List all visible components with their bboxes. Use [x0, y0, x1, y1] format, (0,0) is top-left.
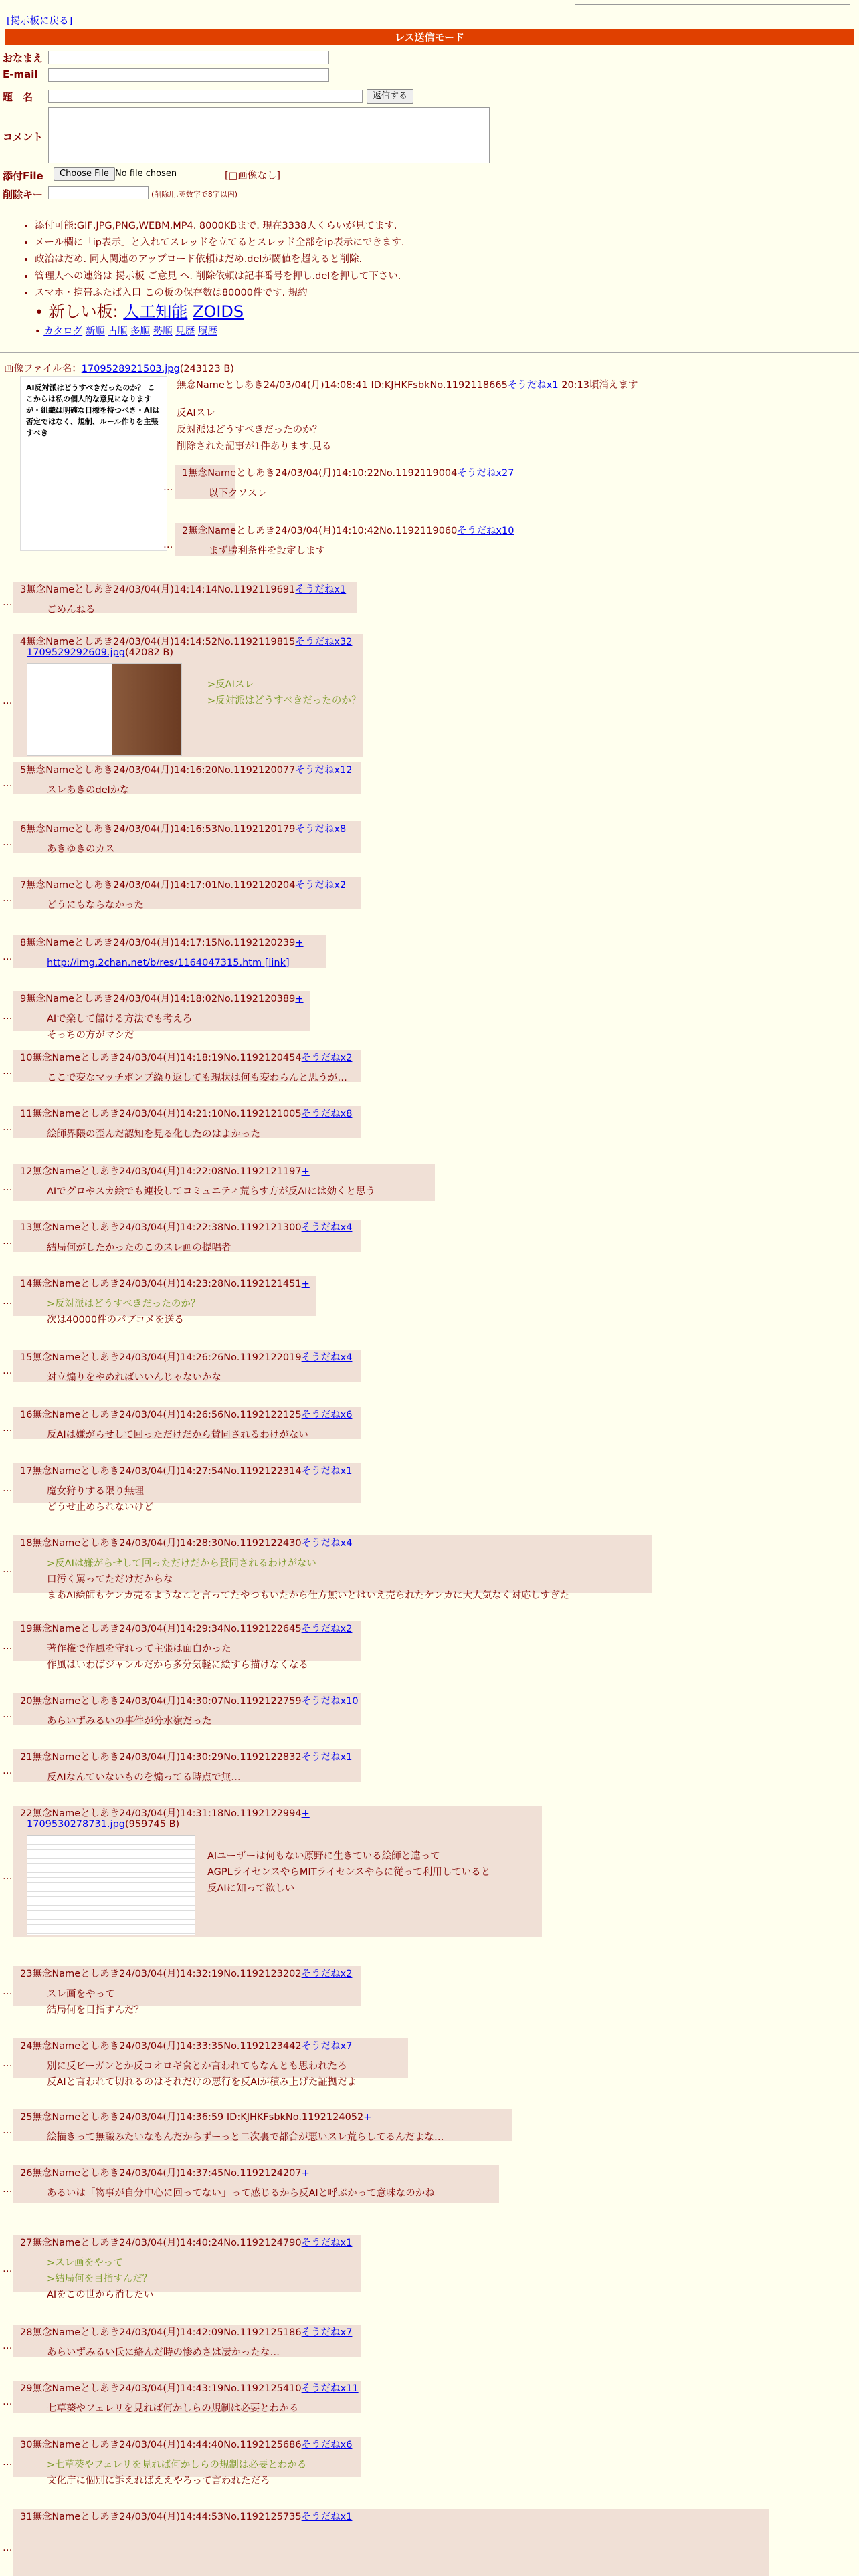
sodane-button[interactable]: そうだねx2 [301, 1624, 353, 1634]
reply-marker: … [3, 2125, 13, 2136]
reply-post [3, 877, 361, 911]
reply-line: 口汚く罵ってただけだからな [47, 1574, 173, 1585]
reply-post [3, 2165, 499, 2203]
reply-line: そっちの方がマシだ [47, 1030, 134, 1041]
rule-item: • 添付可能:GIF,JPG,PNG,WEBM,MP4. 8000KBまで. 現在3338人くらいが見てます. [35, 218, 405, 235]
sodane-button[interactable]: そうだねx12 [295, 765, 353, 776]
comment-label: コメント [3, 131, 43, 143]
reply-body [47, 1070, 347, 1086]
submit-button[interactable]: 返信する [367, 89, 413, 104]
reply-header: 5無念Nameとしあき24/03/04(月)14:16:20No.1192120077そうだねx12 [20, 765, 353, 776]
sodane-button[interactable]: そうだねx4 [301, 1352, 353, 1363]
reply-marker: … [163, 482, 173, 493]
reply-post [3, 1407, 361, 1440]
sodane-button[interactable]: + [301, 1279, 310, 1289]
reply-post [3, 2325, 361, 2358]
reply-header: 2無念Nameとしあき24/03/04(月)14:10:42No.1192119060そうだねx10 [182, 526, 514, 536]
sodane-button[interactable]: そうだねx1 [301, 2512, 353, 2523]
reply-marker: … [3, 2397, 13, 2407]
email-field[interactable] [48, 68, 329, 82]
reply-header: 22無念Nameとしあき24/03/04(月)14:31:18No.1192122994+ [20, 1808, 310, 1819]
view-history-link[interactable]: 見歴 [175, 326, 195, 337]
reply-body [47, 782, 130, 798]
reply-line: あきゆきのカス [47, 844, 115, 855]
reply-header: 4無念Nameとしあき24/03/04(月)14:14:52No.1192119815そうだねx32 [20, 637, 353, 647]
reply-marker: … [3, 1765, 13, 1776]
reply-marker: … [3, 2543, 13, 2553]
reply-mode-bar: レス送信モード [5, 29, 854, 45]
reply-post [3, 1621, 361, 1671]
reply-header: 9無念Nameとしあき24/03/04(月)14:18:02No.1192120389+ [20, 994, 304, 1004]
reply-line: 反AIなんていないものを煽ってる時点で無… [47, 1772, 241, 1783]
sodane-button[interactable]: そうだねx8 [301, 1109, 353, 1119]
reply-marker: … [3, 2184, 13, 2195]
reply-header: 17無念Nameとしあき24/03/04(月)14:27:54No.1192122314そうだねx1 [20, 1466, 353, 1477]
reply-body [47, 1555, 569, 1604]
reply-line: 結局何を目指すんだ？ [47, 2005, 144, 2016]
reply-file-link[interactable]: 1709529292609.jpg [27, 647, 125, 658]
reply-post [3, 2038, 408, 2088]
reply-marker: … [3, 837, 13, 848]
reply-post [3, 2437, 361, 2486]
back-to-board-link[interactable]: [掲示板に戻る] [7, 16, 73, 27]
reply-post [3, 2235, 361, 2300]
choose-file-button[interactable]: Choose File [54, 167, 115, 181]
reply-marker: … [3, 597, 13, 608]
reply-marker: … [163, 540, 173, 550]
new-board-link[interactable]: ZOIDS [193, 302, 244, 321]
reply-post [3, 1693, 361, 1727]
reply-post [3, 1966, 361, 2016]
reply-post [3, 821, 361, 855]
catalog-link[interactable]: カタログ [43, 326, 83, 337]
reply-body [47, 1240, 231, 1256]
reply-line: あらいずみるい氏に絡んだ時の惨めさは凄かったな… [47, 2347, 280, 2358]
reply-thumbnail[interactable] [27, 663, 182, 756]
expire-text: 20:13頃消えます [561, 380, 638, 391]
reply-line: >反対派はどうすべきだったのか？ [47, 1299, 201, 1309]
sodane-button[interactable]: そうだねx1 [507, 380, 559, 391]
reply-post [3, 935, 326, 968]
reply-header: 31無念Nameとしあき24/03/04(月)14:44:53No.1192125735そうだねx1 [20, 2512, 353, 2523]
reply-post [3, 582, 357, 615]
reply-line: ごめんねる [47, 605, 96, 615]
reply-post [3, 2109, 512, 2143]
reply-header: 15無念Nameとしあき24/03/04(月)14:26:26No.1192122019そうだねx4 [20, 1352, 353, 1363]
op-file-link[interactable]: 1709528921503.jpg [81, 364, 180, 374]
reply-line: >反AIは嫌がらせして回っただけだから賛同されるわけがない [47, 1558, 316, 1569]
reply-body [47, 1769, 241, 1786]
reply-thumbnail[interactable] [27, 1835, 195, 1935]
reply-post [3, 762, 361, 796]
rule-item: • 政治はだめ. 同人関連のアップロード依頼はだめ.delが閾値を超えると削除. [35, 251, 405, 268]
sodane-button[interactable]: + [295, 938, 304, 948]
reply-marker: … [3, 1066, 13, 1077]
sodane-button[interactable]: そうだねx2 [301, 1053, 353, 1063]
reply-header: 7無念Nameとしあき24/03/04(月)14:17:01No.1192120204そうだねx2 [20, 880, 347, 891]
reply-body [47, 1126, 260, 1142]
reply-header: 12無念Nameとしあき24/03/04(月)14:22:08No.1192121197+ [20, 1166, 310, 1177]
reply-line: >七草葵やフェレリを見れば何かしらの規制は必要とわかる [47, 2460, 307, 2470]
reply-body [209, 543, 325, 559]
op-file-line: 画像ファイル名：1709528921503.jpg(243123 B) [4, 364, 234, 374]
op-thumbnail[interactable]: AI反対派はどうすべきだったのか？ ここからは私の個人的な意見になりますが・組織は明確な目標を持つべき・AIは否定ではなく、規制、ルール作りを主張すべき [20, 376, 167, 551]
top-divider [575, 4, 850, 5]
sodane-button[interactable]: そうだねx1 [295, 584, 347, 595]
reply-marker: … [3, 1236, 13, 1247]
reply-marker: … [3, 2457, 13, 2468]
reply-line: 反AIは嫌がらせして回っただけだから賛同されるわけがない [47, 1430, 308, 1440]
reply-marker: … [3, 695, 13, 706]
reply-header: 23無念Nameとしあき24/03/04(月)14:32:19No.1192123202そうだねx2 [20, 1969, 353, 1979]
reply-line: 反AIに知って欲しい [207, 1883, 295, 1894]
reply-line: AIでグロやスカ絵でも連投してコミュニティ荒らす方が反AIには効くと思う [47, 1186, 375, 1197]
reply-post [3, 2509, 769, 2576]
sodane-button[interactable]: そうだねx7 [301, 2327, 353, 2338]
reply-line: AIで楽して儲ける方法でも考えろ [47, 1014, 193, 1025]
reply-line: まあAI絵師もケンカ売るようなこと言ってたやつもいたから仕方無いとはいえ売られたケンカに大人気なく対応しすぎた [47, 1590, 570, 1601]
reply-line: 絵師界隈の歪んだ認知を見る化したのはよかった [47, 1129, 260, 1140]
reply-body [207, 1848, 490, 1897]
reply-marker: … [3, 952, 13, 962]
reply-body [47, 1184, 375, 1200]
reply-marker: … [3, 2341, 13, 2351]
reply-line: 別に反ビーガンとか反コオロギ食とか言われてもなんとも思われたろ [47, 2061, 347, 2072]
sodane-button[interactable]: そうだねx11 [301, 2383, 359, 2394]
reply-line: あらいずみるいの事件が分水嶺だった [47, 1716, 212, 1727]
sodane-button[interactable]: そうだねx6 [301, 1410, 353, 1420]
section-divider [0, 352, 859, 353]
sodane-button[interactable]: + [295, 994, 304, 1004]
sodane-button[interactable]: そうだねx2 [301, 1969, 353, 1979]
subject-label: 題 名 [3, 91, 33, 103]
reply-line: どうにもならなかった [47, 900, 144, 911]
no-image-checkbox[interactable]: [□画像なし] [225, 171, 281, 181]
reply-header: 24無念Nameとしあき24/03/04(月)14:33:35No.1192123442そうだねx7 [20, 2041, 353, 2052]
reply-line: 七草葵やフェレリを見れば何かしらの規制は必要とわかる [47, 2403, 299, 2414]
reply-body [47, 1483, 154, 1515]
reply-line: 文化庁に個別に訴えればええやろって言われただろ [47, 2476, 270, 2486]
reply-post [3, 1806, 542, 1937]
sodane-button[interactable]: そうだねx1 [301, 1752, 353, 1763]
reply-body [47, 2058, 357, 2090]
reply-post [163, 523, 514, 556]
reply-header: 3無念Nameとしあき24/03/04(月)14:14:14No.1192119691そうだねx1 [20, 584, 347, 595]
reply-line [47, 955, 290, 971]
reply-marker: … [3, 1122, 13, 1133]
comment-textarea[interactable] [48, 107, 490, 163]
reply-line: まず勝利条件を設定します [209, 546, 325, 556]
reply-marker: … [3, 1564, 13, 1575]
reply-marker: … [3, 1182, 13, 1193]
sodane-button[interactable]: そうだねx2 [295, 880, 347, 891]
reply-body [47, 2401, 298, 2417]
reply-post [3, 991, 310, 1041]
reply-header: 14無念Nameとしあき24/03/04(月)14:23:28No.1192121451+ [20, 1279, 310, 1289]
new-board-link[interactable]: 人工知能 [123, 302, 188, 321]
reply-line: あるいは「物事が自分中心に回ってない」って感じるから反AIと呼ぶかって意味なのかね [47, 2188, 435, 2199]
reply-body [47, 1296, 200, 1328]
reply-marker: … [3, 778, 13, 789]
rule-item: • メール欄に「ip表示」と入れてスレッドを立てるとスレッド全部をip表示にできます. [35, 235, 405, 251]
sodane-button[interactable]: そうだねx6 [301, 2440, 353, 2450]
reply-post [3, 634, 363, 757]
delkey-label: 削除キー [3, 189, 43, 201]
reply-header: 10無念Nameとしあき24/03/04(月)14:18:19No.1192120454そうだねx2 [20, 1053, 353, 1063]
name-field[interactable] [48, 51, 329, 64]
reply-line: >結局何を目指すんだ？ [47, 2274, 153, 2284]
reply-body [47, 897, 144, 914]
rule-item: • 管理人への連絡は 掲示板 ご意見 へ. 削除依頼は記事番号を押し.delを押して下さい. [35, 268, 405, 285]
reply-header: 27無念Nameとしあき24/03/04(月)14:40:24No.1192124790そうだねx1 [20, 2238, 353, 2248]
delkey-field[interactable] [48, 186, 149, 199]
reply-header: 6無念Nameとしあき24/03/04(月)14:16:53No.1192120179そうだねx8 [20, 824, 347, 835]
reply-header: 8無念Nameとしあき24/03/04(月)14:17:15No.1192120239+ [20, 938, 304, 948]
reply-marker: … [3, 1366, 13, 1376]
reply-line: 作風はいわばジャンルだから多分気軽に絵すら描けなくなる [47, 1660, 308, 1671]
reply-body [47, 841, 115, 857]
reply-header: 18無念Nameとしあき24/03/04(月)14:28:30No.1192122430そうだねx4 [20, 1538, 353, 1549]
reply-post [3, 1050, 361, 1083]
reply-body [47, 2255, 153, 2303]
reply-line: 絵描きって無職みたいなもんだからずーっと二次裏で都合が悪いスレ荒らしてるんだよな… [47, 2132, 444, 2143]
reply-post [163, 465, 514, 499]
reply-post [3, 1535, 652, 1601]
reply-line: >スレ画をやって [47, 2258, 123, 2268]
rule-item: • スマホ・携帯ふたば入口 この板の保存数は80000件です. 規約 [35, 285, 405, 302]
new-board-notice: • 新しい板: 人工知能 ZOIDS [35, 302, 244, 321]
new-board-label: 新しい板: [48, 302, 118, 321]
reply-body [47, 1427, 308, 1443]
reply-link[interactable]: http://img.2chan.net/b/res/1164047315.htm [link] [47, 958, 290, 968]
reply-line: 対立煽りをやめればいいんじゃないかな [47, 1372, 221, 1383]
reply-body [47, 2185, 435, 2202]
reply-header: 28無念Nameとしあき24/03/04(月)14:42:09No.1192125186そうだねx7 [20, 2327, 353, 2338]
reply-header: 1無念Nameとしあき24/03/04(月)14:10:22No.1192119004そうだねx27 [182, 468, 514, 479]
reply-header: 30無念Nameとしあき24/03/04(月)14:44:40No.1192125686そうだねx6 [20, 2440, 353, 2450]
reply-post [3, 1463, 361, 1513]
reply-body [47, 1370, 221, 1386]
reply-marker: … [3, 1986, 13, 1997]
reply-marker: … [3, 2264, 13, 2274]
reply-body [47, 2457, 306, 2489]
file-label: 添付File [3, 170, 43, 182]
reply-body [207, 677, 361, 709]
sodane-button[interactable]: そうだねx1 [301, 1466, 353, 1477]
reply-line: 以下クソスレ [209, 488, 267, 499]
email-label: E-mail [3, 68, 38, 80]
reply-header: 19無念Nameとしあき24/03/04(月)14:29:34No.1192122645そうだねx2 [20, 1624, 353, 1634]
catalog-nav: • カタログ 新順 古順 多順 勢順 見歴 履歴 [35, 326, 217, 337]
sodane-button[interactable]: そうだねx4 [301, 1222, 353, 1233]
reply-body [47, 2129, 444, 2145]
reply-post [3, 1106, 361, 1140]
sodane-button[interactable]: そうだねx7 [301, 2041, 353, 2052]
history-link[interactable]: 履歴 [197, 326, 217, 337]
reply-post [3, 1164, 435, 1201]
many-order-link[interactable]: 多順 [130, 326, 150, 337]
reply-marker: … [3, 1641, 13, 1652]
reply-body [47, 955, 290, 971]
reply-body [47, 1713, 212, 1729]
old-order-link[interactable]: 古順 [108, 326, 128, 337]
reply-body [47, 2345, 280, 2361]
reply-line: 次は40000件のパブコメを送る [47, 1315, 184, 1325]
op-body: 反AIスレ 反対派はどうすべきだったのか？ 削除された記事が1件あります.見る [177, 408, 332, 452]
reply-marker: … [3, 1709, 13, 1720]
reply-marker: … [3, 1483, 13, 1494]
reply-post [3, 2381, 361, 2414]
reply-body [209, 486, 267, 502]
new-order-link[interactable]: 新順 [85, 326, 105, 337]
reply-body [47, 1641, 308, 1673]
reply-file-link[interactable]: 1709530278731.jpg [27, 1819, 125, 1830]
reply-marker: … [3, 1871, 13, 1882]
sodane-button[interactable]: + [301, 2168, 310, 2179]
reply-line: スレあきのdelかな [47, 785, 130, 796]
name-label: おなまえ [3, 52, 43, 64]
subject-field[interactable] [48, 90, 363, 103]
file-status: No file chosen [115, 169, 177, 179]
reply-line: AIをこの世から消したい [47, 2290, 154, 2300]
reply-post [3, 1276, 316, 1325]
reply-file-line: 1709530278731.jpg(959745 B) [27, 1819, 180, 1830]
reply-line: AIユーザーは何もない原野に生きている絵師と違って [207, 1851, 440, 1862]
sodane-button[interactable]: そうだねx32 [295, 637, 353, 647]
reply-marker: … [3, 1296, 13, 1307]
reply-header: 26無念Nameとしあき24/03/04(月)14:37:45No.1192124207+ [20, 2168, 310, 2179]
reply-post [3, 1220, 361, 1253]
sodane-button[interactable]: + [363, 2112, 372, 2123]
reply-body [47, 1986, 144, 2018]
reply-header: 29無念Nameとしあき24/03/04(月)14:43:19No.1192125410そうだねx11 [20, 2383, 359, 2394]
sodane-button[interactable]: そうだねx1 [301, 2238, 353, 2248]
reply-header: 16無念Nameとしあき24/03/04(月)14:26:56No.1192122125そうだねx6 [20, 1410, 353, 1420]
reply-post [3, 1749, 361, 1783]
reply-header: 20無念Nameとしあき24/03/04(月)14:30:07No.1192122759そうだねx10 [20, 1696, 359, 1707]
reply-line: 魔女狩りする限り無理 [47, 1486, 144, 1497]
reply-header: 25無念Nameとしあき24/03/04(月)14:36:59 ID:KJHKFsbkNo.1192124052+ [20, 2112, 372, 2123]
sodane-button[interactable]: そうだねx4 [301, 1538, 353, 1549]
reply-line: AGPLライセンスやらMITライセンスやらに従って利用していると [207, 1867, 491, 1878]
reply-post [3, 1350, 361, 1383]
reply-marker: … [3, 2058, 13, 2069]
reply-line: >反AIスレ [207, 679, 254, 690]
sodane-button[interactable]: そうだねx10 [457, 526, 514, 536]
reply-line: 結局何がしたかったのこのスレ画の提唱者 [47, 1243, 231, 1253]
reply-line: 著作権で作風を守れって主張は面白かった [47, 1644, 231, 1654]
reply-marker: … [3, 1423, 13, 1434]
reply-marker: … [3, 1011, 13, 1022]
reply-line: >反対派はどうすべきだったのか？ [207, 695, 361, 706]
reply-line: どうせ止められないけど [47, 1502, 154, 1513]
reply-body [47, 1011, 192, 1043]
rules-list [35, 218, 405, 302]
reply-file-line: 1709529292609.jpg(42082 B) [27, 647, 173, 658]
sodane-button[interactable]: そうだねx8 [295, 824, 347, 835]
op-header: 無念Nameとしあき24/03/04(月)14:08:41 ID:KJHKFsbkNo.1192118665そうだねx1 20:13頃消えます [177, 380, 638, 391]
reply-line: スレ画をやって [47, 1989, 115, 2000]
sodane-button[interactable]: + [301, 1166, 310, 1177]
reply-header: 21無念Nameとしあき24/03/04(月)14:30:29No.1192122832そうだねx1 [20, 1752, 353, 1763]
sodane-button[interactable]: + [301, 1808, 310, 1819]
delkey-note: (削除用.英数字で8字以内) [151, 190, 238, 199]
reply-header: 13無念Nameとしあき24/03/04(月)14:22:38No.1192121300そうだねx4 [20, 1222, 353, 1233]
reply-line: ここで変なマッチポンプ繰り返しても現状は何も変わらんと思うが… [47, 1073, 347, 1083]
reply-header: 11無念Nameとしあき24/03/04(月)14:21:10No.1192121005そうだねx8 [20, 1109, 353, 1119]
reply-line: 反AIと言われて切れるのはそれだけの悪行を反AIが積み上げた証拠だよ [47, 2077, 357, 2088]
momentum-order-link[interactable]: 勢順 [153, 326, 173, 337]
sodane-button[interactable]: そうだねx27 [457, 468, 514, 479]
reply-body [47, 602, 96, 618]
reply-marker: … [3, 893, 13, 904]
sodane-button[interactable]: そうだねx10 [301, 1696, 359, 1707]
